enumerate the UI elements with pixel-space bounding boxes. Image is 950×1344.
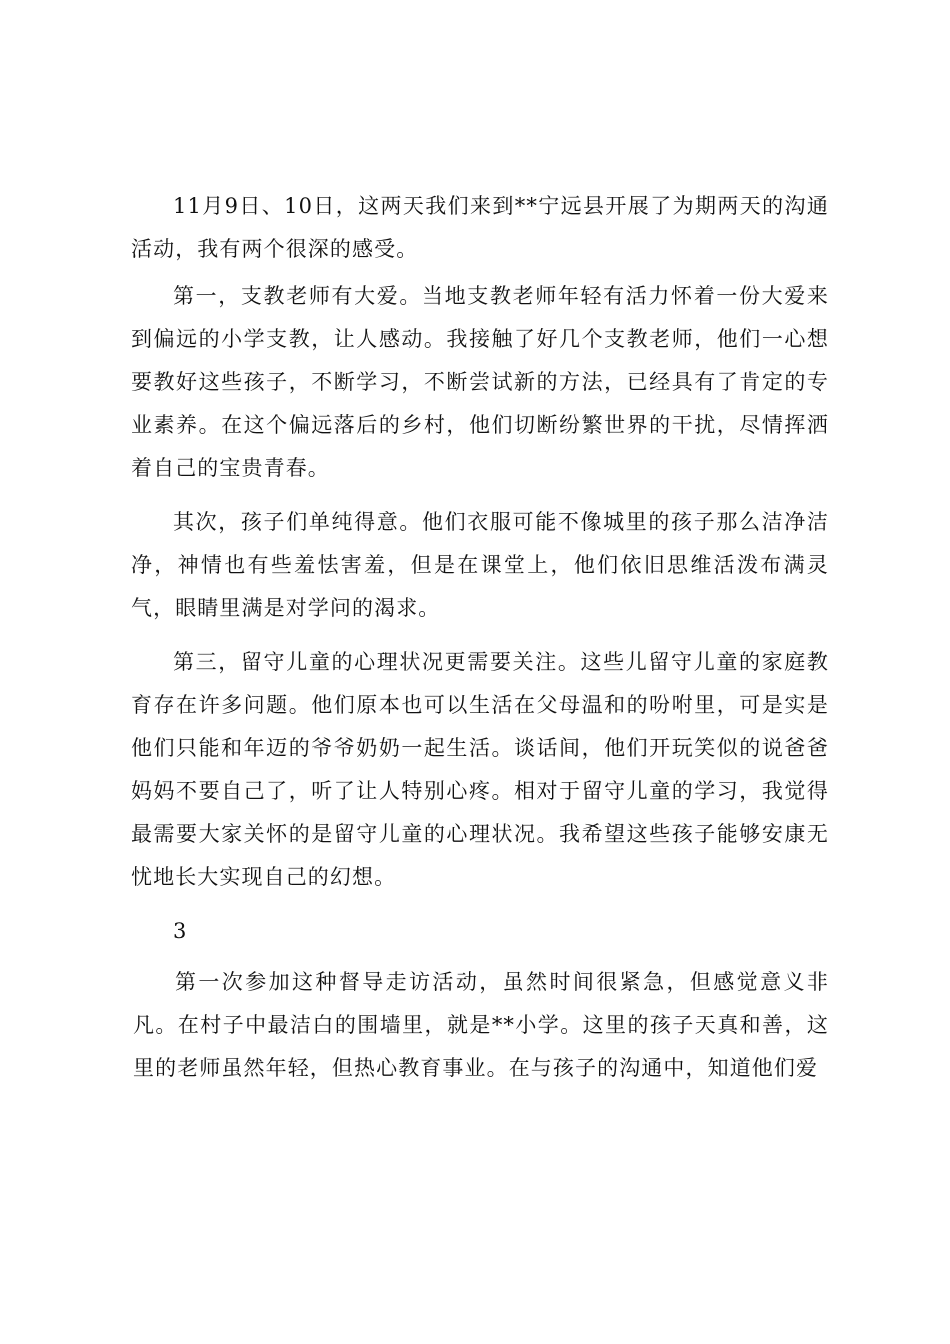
section-number: 3	[173, 919, 187, 943]
paragraph-5: 第一次参加这种督导走访活动，虽然时间很紧急，但感觉意义非凡。在村子中最洁白的围墙里，就是**小学。这里的孩子天真和善，这里的老师虽然年轻，但热心教育事业。在与孩子的沟通中，知道他们爱	[133, 970, 829, 1080]
paragraph-2: 第一，支教老师有大爱。当地支教老师年轻有活力怀着一份大爱来到偏远的小学支教，让人感动。我接触了好几个支教老师，他们一心想要教好这些孩子，不断学习，不断尝试新的方法，已经具有了肯定的专业素养。在这个偏远落后的乡村，他们切断纷繁世界的干扰，尽情挥洒着自己的宝贵青春。	[131, 284, 829, 480]
paragraph-1: 11月9日、10日，这两天我们来到**宁远县开展了为期两天的沟通活动，我有两个很深的感受。	[131, 194, 829, 261]
paragraph-4: 第三，留守儿童的心理状况更需要关注。这些儿留守儿童的家庭教育存在许多问题。他们原本也可以生活在父母温和的吩咐里，可是实是他们只能和年迈的爷爷奶奶一起生活。谈话间，他们开玩笑似的说爸爸妈妈不要自己了，听了让人特别心疼。相对于留守儿童的学习，我觉得最需要大家关怀的是留守儿童的心理状况。我希望这些孩子能够安康无忧地长大实现自己的幻想。	[131, 650, 829, 889]
document-body	[131, 185, 829, 1101]
paragraph-3: 其次，孩子们单纯得意。他们衣服可能不像城里的孩子那么洁净洁净，神情也有些羞怯害羞，但是在课堂上，他们依旧思维活泼布满灵气，眼睛里满是对学问的渴求。	[131, 510, 829, 620]
